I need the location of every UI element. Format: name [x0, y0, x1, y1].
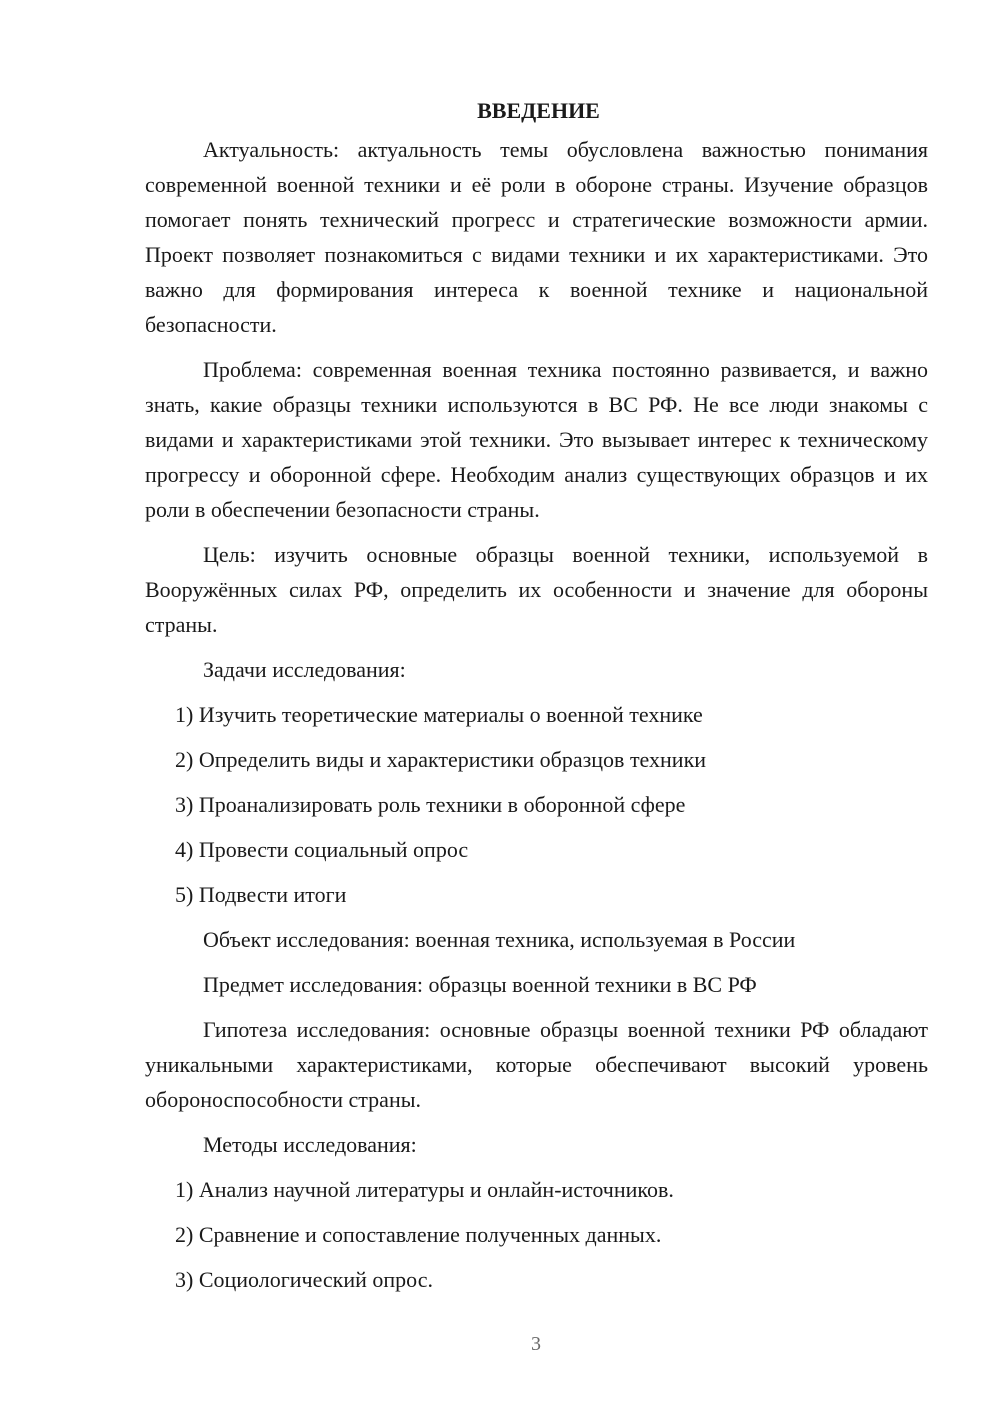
- tasks-list: [145, 697, 928, 912]
- list-item: 5) Подвести итоги: [175, 882, 347, 907]
- hypothesis-paragraph: Гипотеза исследования: основные образцы военной техники РФ обладают уникальными характеристиками, которые обеспечивают высокий уровень обороноспособности страны.: [145, 1017, 928, 1112]
- list-item: 4) Провести социальный опрос: [175, 837, 469, 862]
- list-item: 2) Определить виды и характеристики образцов техники: [175, 747, 707, 772]
- tasks-heading: Задачи исследования:: [203, 657, 406, 682]
- object-paragraph: Объект исследования: военная техника, используемая в России: [203, 927, 796, 952]
- problem-paragraph: Проблема: современная военная техника постоянно развивается, и важно знать, какие образцы техники используются в ВС РФ. Не все люди знакомы с видами и характеристиками этой техники. Это вызывает интерес к техническому прогрессу и оборонной сфере. Необходим анализ существующих образцов и их роли в обеспечении безопасности страны.: [145, 357, 928, 522]
- list-item: 1) Изучить теоретические материалы о военной технике: [175, 702, 703, 727]
- list-item: 2) Сравнение и сопоставление полученных данных.: [175, 1222, 662, 1247]
- methods-heading: Методы исследования:: [203, 1132, 417, 1157]
- relevance-paragraph: Актуальность: актуальность темы обусловлена важностью понимания современной военной техники и её роли в обороне страны. Изучение образцов помогает понять технический прогресс и стратегические возможности армии. Проект позволяет познакомиться с видами техники и их характеристиками. Это важно для формирования интереса к военной технике и национальной безопасности.: [145, 137, 928, 337]
- goal-paragraph: Цель: изучить основные образцы военной техники, используемой в Вооружённых силах РФ, определить их особенности и значение для обороны страны.: [145, 542, 928, 637]
- list-item: 1) Анализ научной литературы и онлайн-источников.: [175, 1177, 674, 1202]
- document-page: [145, 93, 928, 1307]
- page-number: 3: [531, 1333, 541, 1355]
- methods-list: [145, 1172, 928, 1297]
- list-item: 3) Социологический опрос.: [175, 1267, 433, 1292]
- section-title: ВВЕДЕНИЕ: [477, 98, 600, 123]
- list-item: 3) Проанализировать роль техники в оборонной сфере: [175, 792, 686, 817]
- subject-paragraph: Предмет исследования: образцы военной техники в ВС РФ: [203, 972, 757, 997]
